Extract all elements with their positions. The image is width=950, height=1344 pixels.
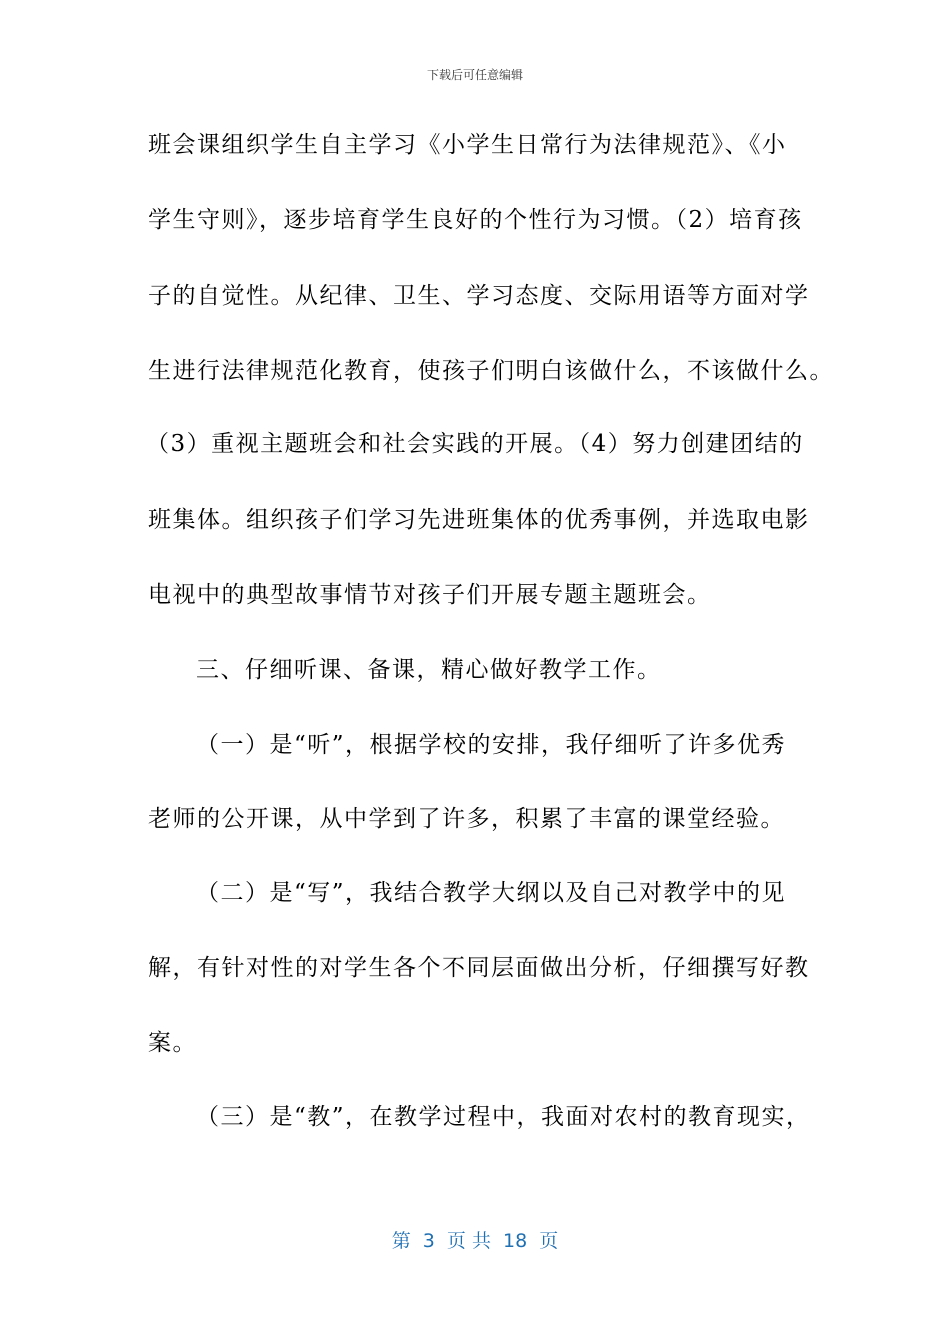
paragraph-line: （三）是“教”，在教学过程中，我面对农村的教育现实， [196, 1104, 811, 1130]
paragraph-line: （二）是“写”，我结合教学大纲以及自己对教学中的见 [196, 880, 787, 906]
paragraph-line: 班会课组织学生自主学习《小学生日常行为法律规范》、《小 [148, 132, 787, 158]
page-footer-page-number: 第 3 页 共 18 页 [391, 1230, 559, 1252]
paragraph-line: 班集体。组织孩子们学习先进班集体的优秀事例，并选取电影 [148, 507, 810, 533]
paragraph-line: 解，有针对性的对学生各个不同层面做出分析，仔细撰写好教 [148, 955, 810, 981]
section-heading-line: 三、仔细听课、备课，精心做好教学工作。 [196, 657, 662, 683]
paragraph-line: 电视中的典型故事情节对孩子们开展专题主题班会。 [148, 582, 712, 608]
paragraph-line: 子的自觉性。从纪律、卫生、学习态度、交际用语等方面对学 [148, 283, 810, 309]
paragraph-line: 生进行法律规范化教育，使孩子们明白该做什么，不该做什么。 [148, 358, 834, 384]
paragraph-line: （3）重视主题班会和社会实践的开展。（4）努力创建团结的 [146, 431, 804, 457]
paragraph-line: 老师的公开课，从中学到了许多，积累了丰富的课堂经验。 [148, 806, 785, 832]
paragraph-line: （一）是“听”，根据学校的安排，我仔细听了许多优秀 [196, 732, 787, 758]
page-header-note: 下载后可任意编辑 [426, 68, 523, 82]
paragraph-line: 学生守则》，逐步培育学生良好的个性行为习惯。（2）培育孩 [148, 207, 803, 233]
paragraph-line: 案。 [148, 1030, 197, 1056]
